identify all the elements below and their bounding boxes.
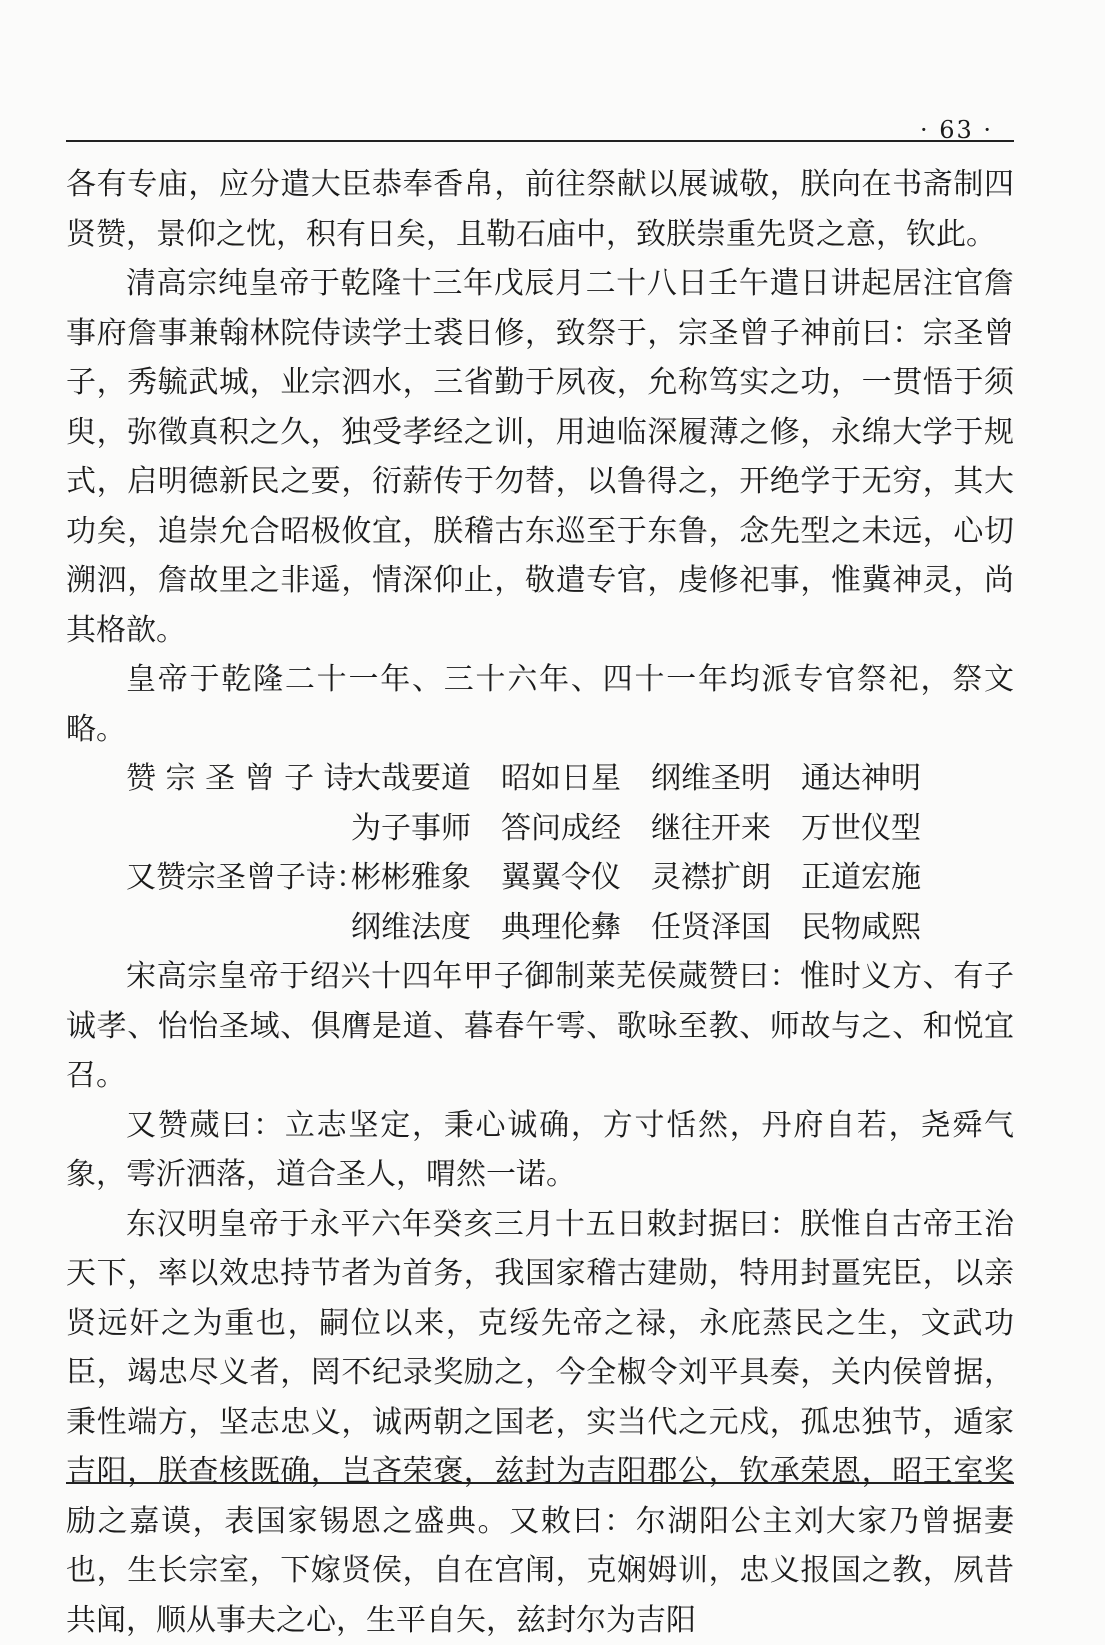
verse-phrase: 昭如日星 [501,754,651,804]
verse-phrase: 灵襟扩朗 [651,853,801,903]
verse-phrase: 通达神明 [801,754,951,804]
verse-block [66,754,1014,853]
verse-phrase: 彬彬雅象 [351,853,501,903]
header-rule [66,140,1014,142]
verse-line [351,853,951,903]
verse-phrase: 翼翼令仪 [501,853,651,903]
verse-phrase: 为子事师 [351,804,501,854]
verse-block [66,853,1014,952]
verse-phrase: 纲维圣明 [651,754,801,804]
verse-phrase: 纲维法度 [351,903,501,953]
verse-line [351,804,951,854]
footer-rule [66,1482,1014,1484]
verse-phrase: 正道宏施 [801,853,951,903]
verse-phrase: 民物咸熙 [801,903,951,953]
body-text [66,160,1014,1645]
verse-phrase: 大哉要道 [351,754,501,804]
paragraph: 宋高宗皇帝于绍兴十四年甲子御制莱芜侯蒇赞曰：惟时义方、有子诚孝、怡怡圣域、俱膺是道、暮春午雩、歌咏至教、师故与之、和悦宜召。 [66,952,1014,1101]
verse-line [351,903,951,953]
verse-title: 赞 宗 圣 曾 子 诗： [126,754,384,804]
verse-phrase: 任贤泽国 [651,903,801,953]
paragraph: 又赞蒇曰：立志坚定，秉心诚确，方寸恬然，丹府自若，尧舜气象，雩沂洒落，道合圣人，喟然一诺。 [66,1101,1014,1200]
verse-phrase: 万世仪型 [801,804,951,854]
verse-line [351,754,951,804]
verse-title: 又赞宗圣曾子诗： [126,853,366,903]
verse-phrase: 答问成经 [501,804,651,854]
paragraph: 东汉明皇帝于永平六年癸亥三月十五日敕封据曰：朕惟自古帝王治天下，率以效忠持节者为首务，我国家稽古建勋，特用封畺宪臣，以亲贤远奸之为重也，嗣位以来，克绥先帝之禄，永庇蒸民之生，文武功臣，竭忠尽义者，罔不纪录奖励之，今全椒令刘平具奏，关内侯曾据，秉性端方，坚志忠义，诚两朝之国老，实当代之元戍，孤忠独节，遁家吉阳，朕查核既确，岂吝荣褒，兹封为吉阳郡公，钦承荣恩，昭王室奖励之嘉谟，表国家锡恩之盛典。又敕曰：尔湖阳公主刘大家乃曾据妻也，生长宗室，下嫁贤侯，自在宫闱，克娴姆训，忠义报国之教，夙昔共闻，顺从事夫之心，生平自矢，兹封尔为吉阳 [66,1200,1014,1645]
verse-phrase: 典理伦彝 [501,903,651,953]
page-number: · 63 · [920,116,993,144]
paragraph: 清高宗纯皇帝于乾隆十三年戊辰月二十八日壬午遣日讲起居注官詹事府詹事兼翰林院侍读学士裘日修，致祭于，宗圣曾子神前曰：宗圣曾子，秀毓武城，业宗泗水，三省勤于夙夜，允称笃实之功，一贯悟于须臾，弥徵真积之久，独受孝经之训，用迪临深履薄之修，永绵大学于规式，启明德新民之要，衍薪传于勿替，以鲁得之，开绝学于无穷，其大功矣，追崇允合昭极攸宜，朕稽古东巡至于东鲁，念先型之未远，心切溯泗，詹故里之非遥，情深仰止，敬遣专官，虔修祀事，惟冀神灵，尚其格歆。 [66,259,1014,655]
verse-phrase: 继往开来 [651,804,801,854]
paragraph: 皇帝于乾隆二十一年、三十六年、四十一年均派专官祭祀，祭文略。 [66,655,1014,754]
paragraph: 各有专庙，应分遣大臣恭奉香帛，前往祭献以展诚敬，朕向在书斋制四贤赞，景仰之忱，积有日矣，且勒石庙中，致朕崇重先贤之意，钦此。 [66,160,1014,259]
